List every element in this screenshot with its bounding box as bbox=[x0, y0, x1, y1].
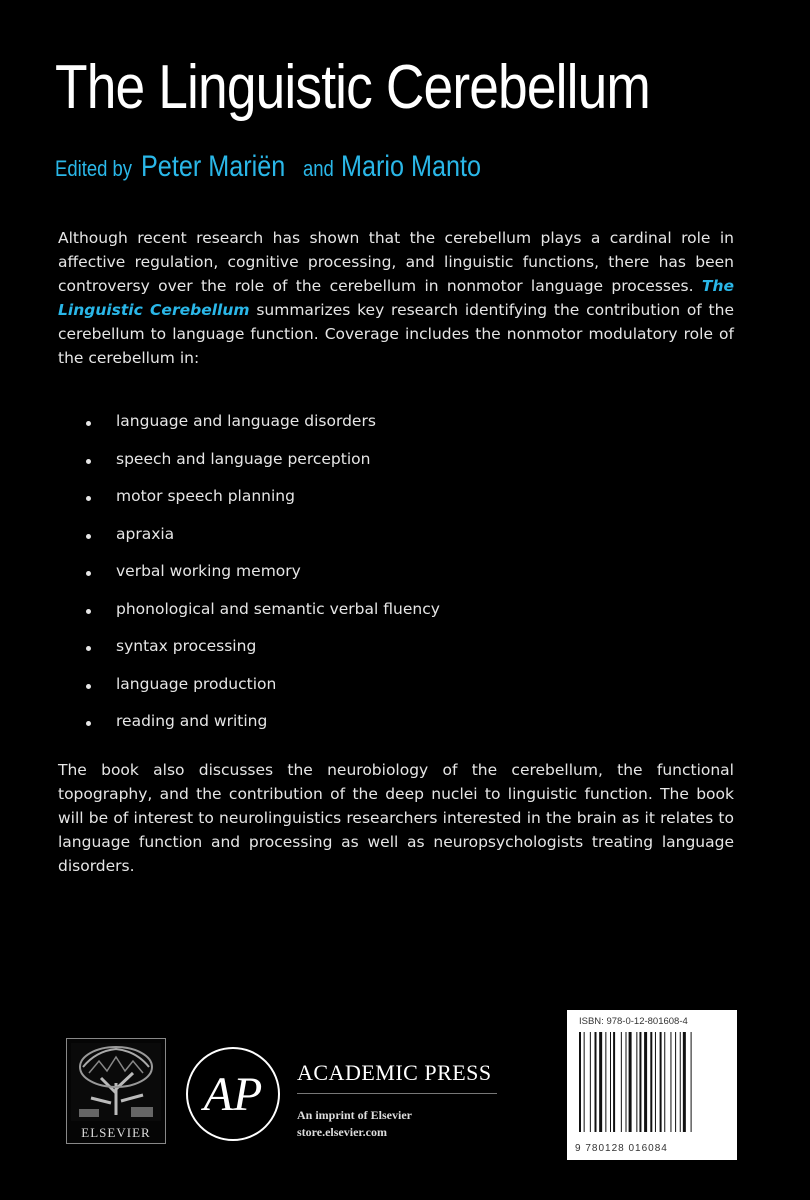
list-item: syntax processing bbox=[84, 637, 440, 675]
description-intro bbox=[58, 226, 734, 370]
academic-press-name: ACADEMIC PRESS bbox=[297, 1060, 497, 1094]
list-item: verbal working memory bbox=[84, 562, 440, 600]
description-outro: The book also discusses the neurobiology of the cerebellum, the functional topography, and the contribution of the deep nuclei to linguistic function. The book will be of interest to neurolinguistics researchers interested in the brain as it relates to language function and processing as well as neuropsychologists treating language disorders. bbox=[58, 761, 734, 875]
academic-press-imprint bbox=[297, 1107, 412, 1141]
list-item: language and language disorders bbox=[84, 412, 440, 450]
intro-book-title: The Linguistic Cerebellum bbox=[58, 277, 734, 319]
intro-text-1: Although recent research has shown that the cerebellum plays a cardinal role in affective regulation, cognitive processing, and linguistic functions, there has been controversy over the role of the cerebellum in nonmotor language processes. bbox=[58, 229, 734, 295]
elsevier-tree-icon bbox=[71, 1043, 161, 1121]
barcode-number: 9 780128 016084 bbox=[575, 1143, 668, 1154]
editor-name-1: Peter Mariën bbox=[141, 150, 286, 183]
barcode-bars bbox=[577, 1032, 727, 1136]
list-item: language production bbox=[84, 675, 440, 713]
elsevier-logo bbox=[66, 1038, 166, 1144]
list-item: reading and writing bbox=[84, 712, 440, 750]
list-item: speech and language perception bbox=[84, 450, 440, 488]
isbn-text: ISBN: 978-0-12-801608-4 bbox=[579, 1016, 688, 1027]
list-item: motor speech planning bbox=[84, 487, 440, 525]
editors-line bbox=[55, 150, 507, 184]
edited-by-label: Edited by bbox=[55, 156, 133, 181]
coverage-list bbox=[84, 412, 440, 750]
editors-and: and bbox=[303, 156, 335, 181]
editor-name-2: Mario Manto bbox=[340, 150, 481, 183]
isbn-barcode bbox=[567, 1010, 737, 1160]
book-title: The Linguistic Cerebellum bbox=[55, 53, 650, 122]
imprint-url: store.elsevier.com bbox=[297, 1125, 387, 1139]
elsevier-label: ELSEVIER bbox=[81, 1125, 151, 1140]
ap-logo-letters: AP bbox=[203, 1068, 263, 1121]
list-item: apraxia bbox=[84, 525, 440, 563]
academic-press-logo-icon bbox=[183, 1044, 283, 1144]
imprint-line: An imprint of Elsevier bbox=[297, 1108, 412, 1122]
intro-text-2: summarizes key research identifying the contribution of the cerebellum to language function. Coverage includes the nonmotor modulatory role of the cerebellum in: bbox=[58, 301, 734, 367]
list-item: phonological and semantic verbal fluency bbox=[84, 600, 440, 638]
